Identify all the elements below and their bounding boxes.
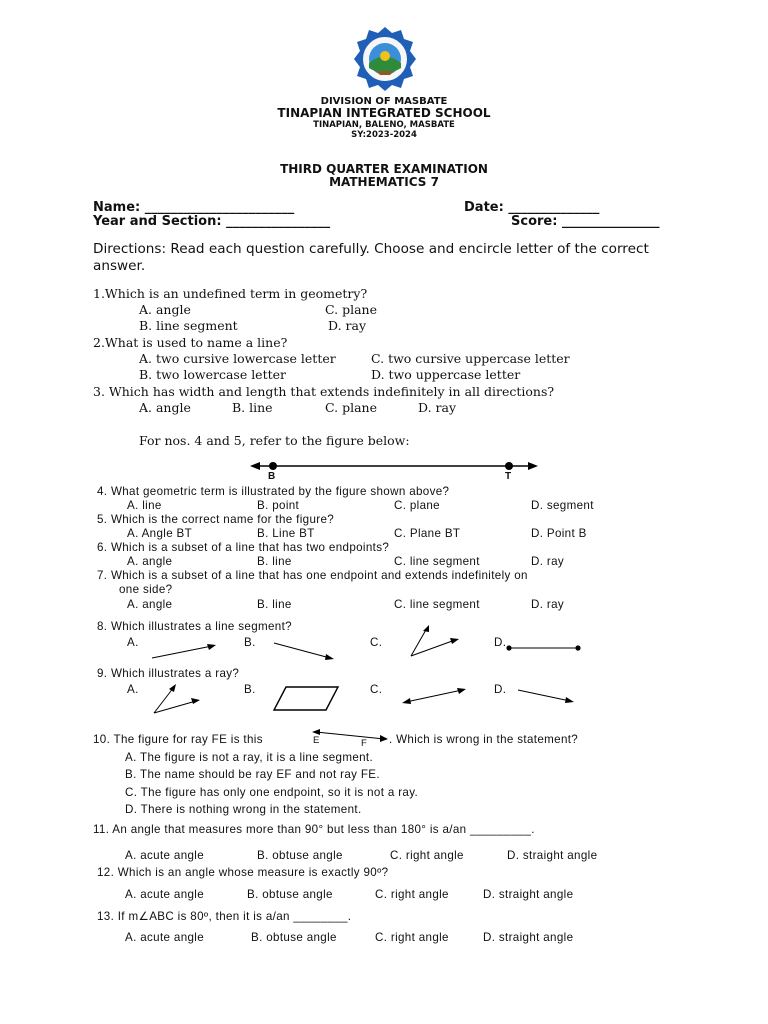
q1-choice-b[interactable]: B. line segment (139, 318, 238, 333)
q9-figure-a-angle (150, 683, 206, 717)
q9-choice-c-label[interactable]: C. (370, 683, 383, 696)
q9-choice-b-label[interactable]: B. (244, 683, 256, 696)
q10-stem-start: 10. The figure for ray FE is this (93, 733, 263, 746)
q4-choice-a[interactable]: A. line (127, 499, 162, 512)
q2-choice-a[interactable]: A. two cursive lowercase letter (139, 351, 336, 366)
division-label: DIVISION OF MASBATE (320, 96, 448, 107)
q11-choice-b[interactable]: B. obtuse angle (257, 849, 343, 862)
q8-figure-a-ray (150, 640, 220, 664)
q10-stem-end: . Which is wrong in the statement? (389, 733, 579, 746)
subject-title: MATHEMATICS 7 (329, 175, 439, 189)
q10-figure-ray-fe (308, 729, 392, 743)
q8-figure-b-ray (270, 640, 340, 664)
q13-choice-d[interactable]: D. straight angle (483, 931, 574, 944)
exam-title: THIRD QUARTER EXAMINATION (280, 162, 488, 176)
q10-choice-b[interactable]: B. The name should be ray EF and not ray FE. (125, 768, 380, 781)
q7-stem: 7. Which is a subset of a line that has one endpoint and extends indefinitely on (97, 569, 528, 582)
q7-choice-c[interactable]: C. line segment (394, 598, 480, 611)
q3-choice-b[interactable]: B. line (232, 400, 273, 415)
q8-choice-c-label[interactable]: C. (370, 636, 383, 649)
q13-stem: 13. If m∠ABC is 80º, then it is a/an ________. (97, 910, 352, 923)
school-seal-logo (354, 26, 416, 92)
q3-stem: 3. Which has width and length that extends indefinitely in all directions? (93, 384, 555, 399)
q9-choice-a-label[interactable]: A. (127, 683, 139, 696)
q7-choice-d[interactable]: D. ray (531, 598, 565, 611)
q12-stem: 12. Which is an angle whose measure is exactly 90º? (97, 866, 389, 879)
q3-choice-a[interactable]: A. angle (139, 400, 191, 415)
q7-choice-a[interactable]: A. angle (127, 598, 173, 611)
score-field[interactable]: Score: _______________ (511, 214, 660, 229)
q10-choice-d[interactable]: D. There is nothing wrong in the statement. (125, 803, 362, 816)
q1-choice-c[interactable]: C. plane (325, 302, 377, 317)
fig-point-b-label: B (268, 471, 276, 482)
fig-point-t-label: T (505, 471, 512, 482)
q7-choice-b[interactable]: B. line (257, 598, 292, 611)
q12-choice-b[interactable]: B. obtuse angle (247, 888, 333, 901)
q6-choice-b[interactable]: B. line (257, 555, 292, 568)
q6-stem: 6. Which is a subset of a line that has two endpoints? (97, 541, 390, 554)
q6-choice-c[interactable]: C. line segment (394, 555, 480, 568)
q1-choice-a[interactable]: A. angle (139, 302, 191, 317)
q10-choice-a[interactable]: A. The figure is not a ray, it is a line segment. (125, 751, 374, 764)
q5-choice-c[interactable]: C. Plane BT (394, 527, 461, 540)
q2-choice-d[interactable]: D. two uppercase letter (371, 367, 521, 382)
q11-choice-c[interactable]: C. right angle (390, 849, 464, 862)
q5-stem: 5. Which is the correct name for the figure? (97, 513, 335, 526)
q8-figure-d-segment (504, 642, 584, 654)
year-section-field[interactable]: Year and Section: ________________ (93, 214, 331, 229)
q8-figure-c-angle (405, 624, 465, 660)
q9-stem: 9. Which illustrates a ray? (97, 667, 240, 680)
directions-line1: Directions: Read each question carefully. Choose and encircle letter of the correct (93, 241, 649, 257)
q5-choice-d[interactable]: D. Point B (531, 527, 587, 540)
line-bt-figure (250, 458, 540, 482)
name-field[interactable]: Name: _______________________ (93, 200, 295, 215)
q4-choice-d[interactable]: D. segment (531, 499, 594, 512)
q10-fig-label-e: E (313, 735, 320, 746)
q13-choice-a[interactable]: A. acute angle (125, 931, 205, 944)
q2-choice-c[interactable]: C. two cursive uppercase letter (371, 351, 570, 366)
q13-choice-b[interactable]: B. obtuse angle (251, 931, 337, 944)
q10-fig-label-f: F (361, 738, 368, 749)
q9-figure-d-ray (516, 686, 578, 706)
directions-line2: answer. (93, 258, 146, 274)
school-address: TINAPIAN, BALENO, MASBATE (313, 120, 455, 130)
q12-choice-a[interactable]: A. acute angle (125, 888, 205, 901)
q2-choice-b[interactable]: B. two lowercase letter (139, 367, 287, 382)
q10-choice-c[interactable]: C. The figure has only one endpoint, so it is not a ray. (125, 786, 419, 799)
q9-choice-d-label[interactable]: D. (494, 683, 507, 696)
q9-figure-c-line (400, 686, 470, 706)
q7-stem-cont: one side? (119, 583, 173, 596)
q6-choice-a[interactable]: A. angle (127, 555, 173, 568)
q4-stem: 4. What geometric term is illustrated by the figure shown above? (97, 485, 450, 498)
q11-stem: 11. An angle that measures more than 90° but less than 180° is a/an _________. (93, 823, 535, 836)
q6-choice-d[interactable]: D. ray (531, 555, 565, 568)
school-name: TINAPIAN INTEGRATED SCHOOL (277, 106, 491, 120)
q12-choice-c[interactable]: C. right angle (375, 888, 449, 901)
q8-choice-a-label[interactable]: A. (127, 636, 139, 649)
q8-choice-d-label[interactable]: D. (494, 636, 507, 649)
refer-instruction: For nos. 4 and 5, refer to the figure below: (139, 433, 410, 448)
q5-choice-b[interactable]: B. Line BT (257, 527, 315, 540)
q1-stem: 1.Which is an undefined term in geometry? (93, 286, 368, 301)
q4-choice-b[interactable]: B. point (257, 499, 300, 512)
q1-choice-d[interactable]: D. ray (328, 318, 367, 333)
q2-stem: 2.What is used to name a line? (93, 335, 288, 350)
q3-choice-c[interactable]: C. plane (325, 400, 377, 415)
q4-choice-c[interactable]: C. plane (394, 499, 440, 512)
q8-stem: 8. Which illustrates a line segment? (97, 620, 292, 633)
q3-choice-d[interactable]: D. ray (418, 400, 457, 415)
q9-figure-b-plane (272, 685, 342, 713)
school-year: SY:2023-2024 (351, 130, 417, 140)
q13-choice-c[interactable]: C. right angle (375, 931, 449, 944)
q12-choice-d[interactable]: D. straight angle (483, 888, 574, 901)
date-field[interactable]: Date: ______________ (464, 200, 600, 215)
q11-choice-d[interactable]: D. straight angle (507, 849, 598, 862)
q5-choice-a[interactable]: A. Angle BT (127, 527, 193, 540)
q11-choice-a[interactable]: A. acute angle (125, 849, 205, 862)
q8-choice-b-label[interactable]: B. (244, 636, 256, 649)
